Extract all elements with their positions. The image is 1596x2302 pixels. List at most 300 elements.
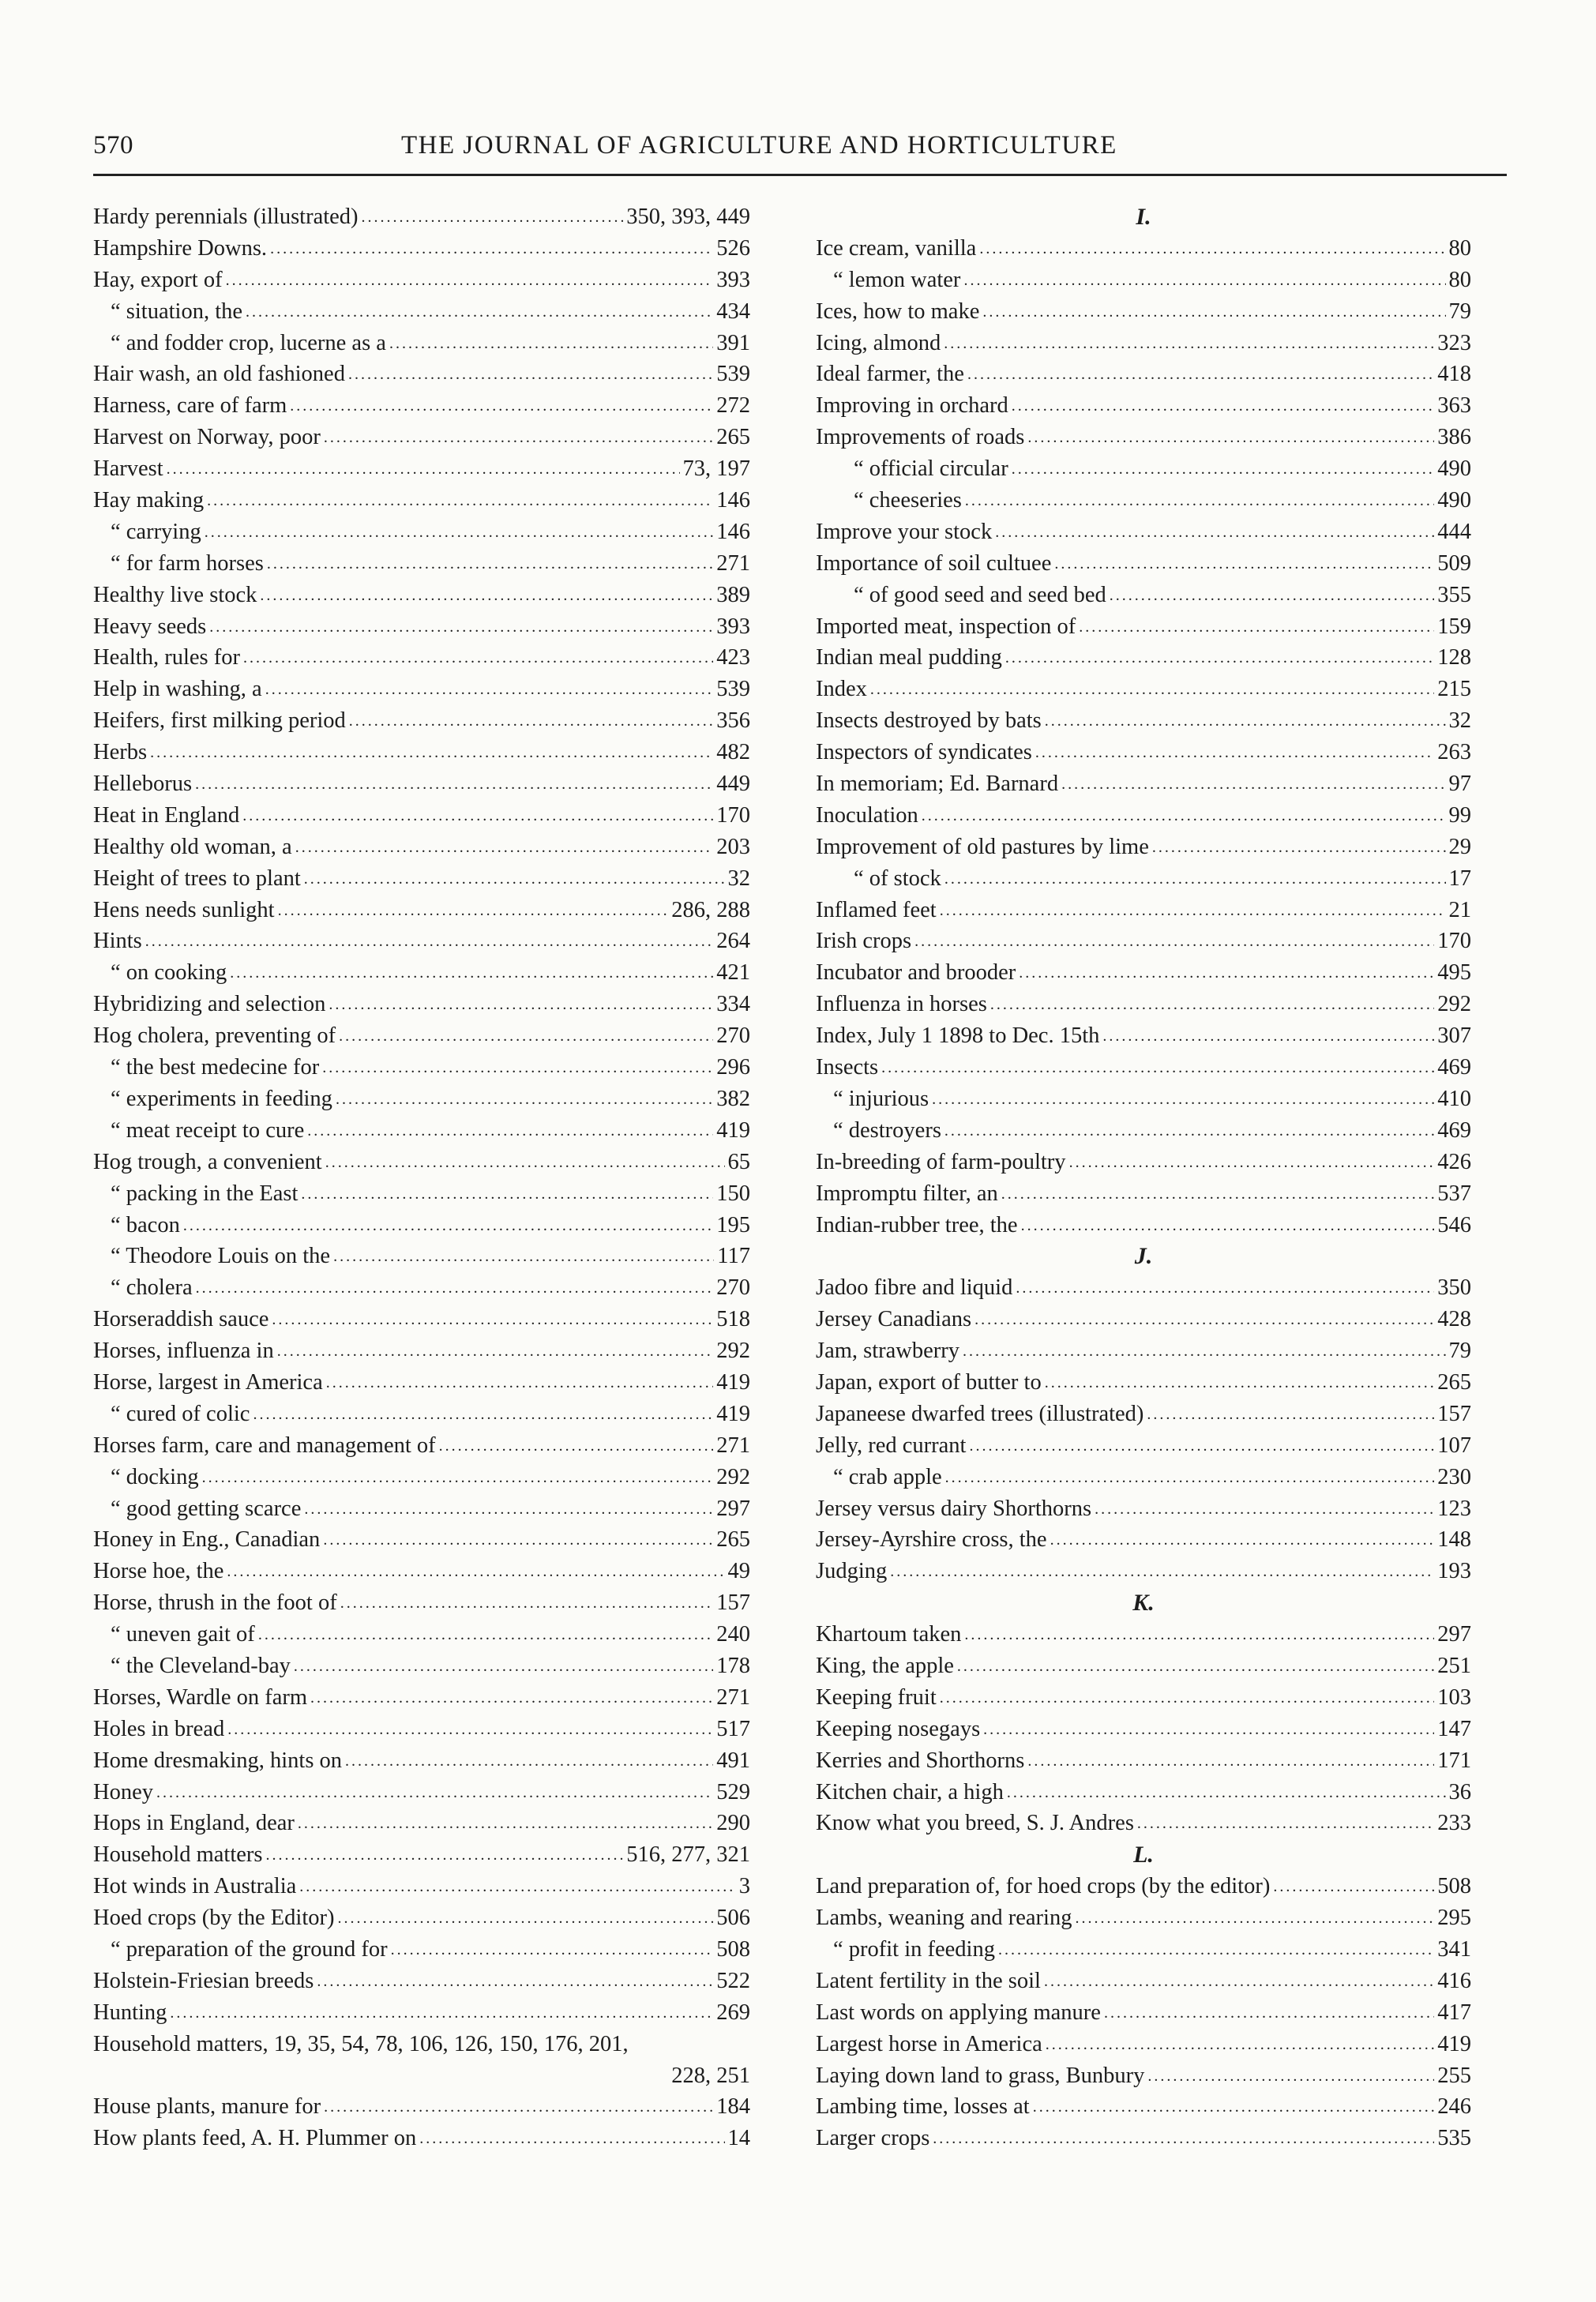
entry-text: “ crab apple bbox=[833, 1464, 942, 1489]
entry-text: “ lemon water bbox=[833, 267, 961, 292]
dot-leader bbox=[348, 357, 713, 389]
index-entry bbox=[93, 485, 750, 516]
page-ref: 272 bbox=[716, 393, 750, 419]
page-ref: 482 bbox=[716, 740, 750, 765]
dot-leader bbox=[266, 1838, 624, 1869]
dot-leader bbox=[196, 1271, 714, 1302]
page-ref: 251 bbox=[1437, 1653, 1471, 1678]
dot-leader bbox=[226, 263, 714, 295]
page-ref: 79 bbox=[1448, 1339, 1471, 1364]
page-ref: 491 bbox=[716, 1748, 750, 1773]
index-entry bbox=[93, 296, 750, 328]
index-entry bbox=[816, 895, 1471, 926]
dot-leader bbox=[167, 452, 680, 483]
index-entry bbox=[816, 768, 1471, 800]
page-ref: 449 bbox=[716, 772, 750, 797]
entry-text: Hampshire Downs. bbox=[93, 235, 268, 261]
page-ref: 79 bbox=[1448, 299, 1471, 324]
page-ref: 426 bbox=[1437, 1149, 1471, 1174]
index-entry bbox=[93, 989, 750, 1020]
entry-text: Inspectors of syndicates bbox=[816, 740, 1032, 765]
index-entry bbox=[93, 1052, 750, 1083]
page-ref: 539 bbox=[716, 362, 750, 387]
index-entry bbox=[816, 1556, 1471, 1587]
index-entry bbox=[93, 1210, 750, 1241]
page-ref: 410 bbox=[1437, 1086, 1471, 1111]
entry-text: Icing, almond bbox=[816, 330, 941, 355]
entry-text: Indian-rubber tree, the bbox=[816, 1212, 1018, 1237]
dot-leader bbox=[339, 1019, 713, 1050]
index-entry bbox=[93, 611, 750, 643]
dot-leader bbox=[1095, 1492, 1434, 1523]
dot-leader bbox=[964, 1617, 1434, 1649]
entry-text: “ destroyers bbox=[833, 1117, 941, 1143]
page-ref: 423 bbox=[716, 645, 750, 670]
entry-text: “ profit in feeding bbox=[833, 1936, 995, 1962]
index-entry bbox=[816, 1745, 1471, 1777]
index-entry bbox=[93, 390, 750, 422]
entry-text: Inoculation bbox=[816, 802, 918, 828]
page-ref: 21 bbox=[1448, 897, 1471, 922]
dot-leader bbox=[295, 830, 714, 862]
entry-text: “ and fodder crop, lucerne as a bbox=[111, 330, 386, 355]
page-ref: 270 bbox=[716, 1275, 750, 1301]
dot-leader bbox=[278, 893, 669, 925]
page-ref: 150 bbox=[716, 1181, 750, 1206]
index-entry bbox=[93, 832, 750, 863]
dot-leader bbox=[299, 1869, 735, 1901]
index-entry bbox=[93, 1619, 750, 1650]
dot-leader bbox=[202, 1460, 714, 1492]
dot-leader bbox=[963, 1334, 1445, 1365]
page-ref: 292 bbox=[1437, 992, 1471, 1017]
page-ref: 295 bbox=[1437, 1906, 1471, 1931]
page-ref: 49 bbox=[727, 1559, 750, 1584]
dot-leader bbox=[340, 1586, 714, 1617]
page-ref: 146 bbox=[716, 488, 750, 513]
page-ref: 535 bbox=[1437, 2126, 1471, 2151]
index-entry bbox=[93, 1871, 750, 1902]
page-ref: 14 bbox=[727, 2126, 750, 2151]
dot-leader bbox=[270, 231, 713, 263]
entry-text: Harvest bbox=[93, 456, 163, 482]
dot-leader bbox=[227, 1712, 713, 1744]
page-ref: 157 bbox=[1437, 1401, 1471, 1426]
index-entry bbox=[93, 1966, 750, 1997]
dot-leader bbox=[272, 1302, 713, 1334]
index-entry bbox=[93, 1745, 750, 1777]
page-ref: 123 bbox=[1437, 1496, 1471, 1521]
page-ref: 434 bbox=[716, 299, 750, 324]
dot-leader bbox=[1001, 1177, 1434, 1208]
page-ref: 495 bbox=[1437, 960, 1471, 986]
page-ref: 386 bbox=[1437, 425, 1471, 450]
page-ref: 490 bbox=[1437, 456, 1471, 482]
dot-leader bbox=[944, 862, 1446, 893]
page-ref: 506 bbox=[716, 1906, 750, 1931]
dot-leader bbox=[1061, 767, 1445, 798]
page-ref: 240 bbox=[716, 1622, 750, 1647]
index-entry bbox=[93, 201, 750, 233]
index-entry bbox=[816, 705, 1471, 737]
dot-leader bbox=[195, 767, 713, 798]
dot-leader bbox=[336, 1082, 713, 1113]
dot-leader bbox=[298, 1806, 713, 1838]
index-entry bbox=[816, 422, 1471, 453]
page-ref: 157 bbox=[716, 1590, 750, 1616]
entry-text: “ experiments in feeding bbox=[111, 1086, 332, 1111]
page-ref: 107 bbox=[1437, 1433, 1471, 1458]
entry-text: Hair wash, an old fashioned bbox=[93, 362, 345, 387]
index-entry bbox=[816, 2091, 1471, 2123]
dot-leader bbox=[205, 515, 714, 546]
index-entry bbox=[93, 1178, 750, 1210]
index-entry bbox=[93, 1682, 750, 1714]
dot-leader bbox=[326, 1365, 714, 1397]
page-ref: 393 bbox=[716, 267, 750, 292]
entry-text: Hens needs sunlight bbox=[93, 897, 275, 922]
index-entry bbox=[93, 926, 750, 957]
entry-text: House plants, manure for bbox=[93, 2094, 321, 2120]
page-ref: 355 bbox=[1437, 582, 1471, 607]
page-ref: 269 bbox=[716, 2000, 750, 2025]
dot-leader bbox=[349, 704, 713, 735]
entry-text: “ of good seed and seed bed bbox=[854, 582, 1106, 607]
page-ref: 271 bbox=[716, 1684, 750, 1710]
entry-text: “ packing in the East bbox=[111, 1181, 299, 1206]
index-entry bbox=[816, 2123, 1471, 2154]
page-ref: 36 bbox=[1448, 1779, 1471, 1804]
index-entry bbox=[816, 1934, 1471, 1966]
entry-text: “ cholera bbox=[111, 1275, 193, 1301]
entry-text: “ for farm horses bbox=[111, 550, 264, 576]
entry-text: Improve your stock bbox=[816, 519, 993, 544]
page-ref: 148 bbox=[1437, 1527, 1471, 1553]
dot-leader bbox=[209, 610, 713, 641]
entry-text: 228, 251 bbox=[671, 2063, 750, 2088]
page-ref: 265 bbox=[716, 425, 750, 450]
page-ref: 233 bbox=[1437, 1811, 1471, 1836]
page-ref: 334 bbox=[716, 992, 750, 1017]
dot-leader bbox=[1152, 830, 1446, 862]
page-ref: 508 bbox=[1437, 1874, 1471, 1899]
dot-leader bbox=[998, 1932, 1434, 1964]
entry-text: King, the apple bbox=[816, 1653, 954, 1678]
entry-text: Heat in England bbox=[93, 802, 240, 828]
dot-leader bbox=[362, 200, 624, 231]
index-entry bbox=[93, 2091, 750, 2123]
entry-text: Importance of soil cultuee bbox=[816, 550, 1052, 576]
entry-text: Hints bbox=[93, 929, 142, 954]
page-ref: 265 bbox=[1437, 1369, 1471, 1395]
dot-leader bbox=[333, 1239, 714, 1271]
index-entry bbox=[93, 2123, 750, 2154]
page-ref: 469 bbox=[1437, 1117, 1471, 1143]
index-entry bbox=[816, 1052, 1471, 1083]
page-ref: 490 bbox=[1437, 488, 1471, 513]
entry-text: Horseraddish sauce bbox=[93, 1307, 269, 1332]
dot-leader bbox=[317, 1964, 713, 1996]
page-ref: 517 bbox=[716, 1716, 750, 1741]
page-ref: 382 bbox=[716, 1086, 750, 1111]
page-ref: 193 bbox=[1437, 1559, 1471, 1584]
index-entry bbox=[93, 768, 750, 800]
dot-leader bbox=[150, 735, 713, 767]
index-entry bbox=[93, 1650, 750, 1682]
index-entry bbox=[816, 453, 1471, 485]
entry-text: “ bacon bbox=[111, 1212, 180, 1237]
section-letter: L. bbox=[1133, 1842, 1154, 1868]
page-ref: 128 bbox=[1437, 645, 1471, 670]
entry-text: Jam, strawberry bbox=[816, 1339, 960, 1364]
dot-leader bbox=[1273, 1869, 1434, 1901]
entry-text: Horses, Wardle on farm bbox=[93, 1684, 308, 1710]
page-ref: 32 bbox=[1448, 708, 1471, 734]
entry-text: Height of trees to plant bbox=[93, 866, 301, 891]
entry-text: Improvements of roads bbox=[816, 425, 1025, 450]
index-entry bbox=[816, 485, 1471, 516]
dot-leader bbox=[1110, 578, 1435, 610]
page-ref: 297 bbox=[716, 1496, 750, 1521]
dot-leader bbox=[1104, 1996, 1434, 2027]
entry-text: Heavy seeds bbox=[93, 614, 207, 639]
entry-text: Health, rules for bbox=[93, 645, 240, 670]
index-entry bbox=[816, 989, 1471, 1020]
dot-leader bbox=[1019, 956, 1434, 987]
page-ref: 17 bbox=[1448, 866, 1471, 891]
page-ref: 271 bbox=[716, 550, 750, 576]
dot-leader bbox=[979, 231, 1445, 263]
index-entry bbox=[93, 2029, 750, 2060]
index-entry bbox=[93, 1272, 750, 1304]
entry-text: Larger crops bbox=[816, 2126, 930, 2151]
index-entry bbox=[816, 926, 1471, 957]
entry-text: Kerries and Shorthorns bbox=[816, 1748, 1025, 1773]
dot-leader bbox=[967, 357, 1434, 389]
dot-leader bbox=[957, 1649, 1434, 1680]
dot-leader bbox=[310, 1680, 713, 1712]
entry-text: Know what you breed, S. J. Andres bbox=[816, 1811, 1134, 1836]
index-entry bbox=[816, 233, 1471, 265]
index-entry bbox=[93, 863, 750, 895]
index-entry bbox=[816, 390, 1471, 422]
entry-text: Hoed crops (by the Editor) bbox=[93, 1906, 335, 1931]
dot-leader bbox=[881, 1050, 1434, 1082]
entry-text: “ cheeseries bbox=[854, 488, 962, 513]
entry-text: Largest horse in America bbox=[816, 2031, 1042, 2056]
page-header bbox=[93, 126, 1515, 166]
entry-text: Ideal farmer, the bbox=[816, 362, 964, 387]
index-entry bbox=[816, 1524, 1471, 1556]
dot-leader bbox=[914, 924, 1434, 956]
index-entry bbox=[816, 580, 1471, 611]
entry-text: Hay, export of bbox=[93, 267, 223, 292]
entry-text: Holstein-Friesian breeds bbox=[93, 1968, 314, 1993]
page-ref: 419 bbox=[716, 1369, 750, 1395]
page-ref: 444 bbox=[1437, 519, 1471, 544]
index-entry bbox=[816, 1966, 1471, 1997]
dot-leader bbox=[325, 1145, 725, 1177]
dot-leader bbox=[1069, 1145, 1435, 1177]
dot-leader bbox=[1016, 1271, 1434, 1302]
entry-text: “ preparation of the ground for bbox=[111, 1936, 388, 1962]
index-entry bbox=[93, 800, 750, 832]
page-ref: 356 bbox=[716, 708, 750, 734]
page-ref: 529 bbox=[716, 1779, 750, 1804]
index-entry bbox=[93, 1902, 750, 1934]
index-entry bbox=[816, 1650, 1471, 1682]
page-ref: 195 bbox=[716, 1212, 750, 1237]
page-ref: 341 bbox=[1437, 1936, 1471, 1962]
dot-leader bbox=[307, 1113, 713, 1145]
dot-leader bbox=[922, 798, 1446, 830]
dot-leader bbox=[870, 672, 1434, 704]
index-entry bbox=[816, 1399, 1471, 1430]
index-entry bbox=[93, 1335, 750, 1367]
index-entry bbox=[816, 1304, 1471, 1335]
index-entry bbox=[816, 1871, 1471, 1902]
page-ref: 417 bbox=[1437, 2000, 1471, 2025]
entry-text: “ the best medecine for bbox=[111, 1055, 320, 1080]
entry-text: Honey in Eng., Canadian bbox=[93, 1527, 321, 1553]
entry-text: “ uneven gait of bbox=[111, 1622, 255, 1647]
entry-text: Insects bbox=[816, 1055, 879, 1080]
entry-text: Holes in bread bbox=[93, 1716, 225, 1741]
entry-text: “ official circular bbox=[854, 456, 1008, 482]
page-ref: 73, 197 bbox=[682, 456, 750, 482]
index-entry bbox=[816, 359, 1471, 390]
entry-text: Home dresmaking, hints on bbox=[93, 1748, 343, 1773]
page-number: 570 bbox=[93, 131, 133, 160]
index-entry bbox=[816, 1147, 1471, 1178]
entry-text: “ good getting scarce bbox=[111, 1496, 302, 1521]
entry-text: Keeping fruit bbox=[816, 1684, 937, 1710]
dot-leader bbox=[1045, 1365, 1435, 1397]
index-entry bbox=[93, 674, 750, 705]
page-ref: 292 bbox=[716, 1339, 750, 1364]
index-entry bbox=[93, 1430, 750, 1462]
index-entry bbox=[816, 1335, 1471, 1367]
dot-leader bbox=[1045, 704, 1446, 735]
dot-leader bbox=[995, 515, 1434, 546]
dot-leader bbox=[932, 1082, 1434, 1113]
dot-leader bbox=[304, 1492, 713, 1523]
entry-text: “ the Cleveland-bay bbox=[111, 1653, 291, 1678]
page-ref: 522 bbox=[716, 1968, 750, 1993]
dot-leader bbox=[183, 1208, 713, 1240]
page-ref: 263 bbox=[1437, 740, 1471, 765]
index-entry bbox=[93, 1808, 750, 1839]
index-entry bbox=[816, 1178, 1471, 1210]
index-column-right bbox=[816, 201, 1471, 2154]
entry-text: Index bbox=[816, 677, 867, 702]
dot-leader bbox=[243, 640, 713, 672]
index-entry bbox=[93, 1714, 750, 1745]
section-letter: K. bbox=[1132, 1590, 1155, 1617]
page-ref: 255 bbox=[1437, 2063, 1471, 2088]
entry-text: In memoriam; Ed. Barnard bbox=[816, 772, 1059, 797]
entry-text: Japaneese dwarfed trees (illustrated) bbox=[816, 1401, 1144, 1426]
dot-leader bbox=[290, 389, 713, 420]
index-entry bbox=[93, 1493, 750, 1525]
entry-text: Index, July 1 1898 to Dec. 15th bbox=[816, 1023, 1100, 1049]
index-entry bbox=[93, 1524, 750, 1556]
index-entry bbox=[93, 642, 750, 674]
dot-leader bbox=[260, 578, 713, 610]
entry-text: Hardy perennials (illustrated) bbox=[93, 205, 359, 229]
page-ref: 418 bbox=[1437, 362, 1471, 387]
page-ref: 203 bbox=[716, 834, 750, 859]
dot-leader bbox=[944, 326, 1434, 358]
entry-text: Honey bbox=[93, 1779, 153, 1804]
page-ref: 516, 277, 321 bbox=[626, 1842, 750, 1868]
entry-text: Horses farm, care and management of bbox=[93, 1433, 436, 1458]
entry-text: Imported meat, inspection of bbox=[816, 614, 1076, 639]
dot-leader bbox=[391, 1932, 714, 1964]
page-ref: 389 bbox=[716, 582, 750, 607]
dot-leader bbox=[253, 1397, 713, 1429]
entry-text: Hay making bbox=[93, 488, 205, 513]
page-ref: 419 bbox=[716, 1401, 750, 1426]
header-rule bbox=[93, 174, 1507, 176]
dot-leader bbox=[933, 2121, 1434, 2153]
page-ref: 215 bbox=[1437, 677, 1471, 702]
entry-text: Insects destroyed by bats bbox=[816, 708, 1042, 734]
page-ref: 32 bbox=[727, 866, 750, 891]
entry-text: Household matters, 19, 35, 54, 78, 106, 126, 150, 176, 201, bbox=[93, 2031, 629, 2056]
page-ref: 178 bbox=[716, 1653, 750, 1678]
dot-leader bbox=[338, 1901, 714, 1932]
dot-leader bbox=[963, 263, 1445, 295]
entry-text: Horses, influenza in bbox=[93, 1339, 274, 1364]
index-entry bbox=[93, 1777, 750, 1808]
index-entry bbox=[93, 737, 750, 768]
page-ref: 469 bbox=[1437, 1055, 1471, 1080]
dot-leader bbox=[345, 1744, 713, 1775]
index-entry bbox=[816, 2029, 1471, 2060]
entry-text: Irish crops bbox=[816, 929, 912, 954]
dot-leader bbox=[294, 1649, 713, 1680]
index-entry bbox=[816, 1714, 1471, 1745]
page-ref: 419 bbox=[1437, 2031, 1471, 2056]
entry-text: Horse hoe, the bbox=[93, 1559, 224, 1584]
journal-title: THE JOURNAL OF AGRICULTURE AND HORTICULTURE bbox=[401, 131, 1117, 160]
dot-leader bbox=[1012, 452, 1435, 483]
page-ref: 97 bbox=[1448, 772, 1471, 797]
entry-text: Jadoo fibre and liquid bbox=[816, 1275, 1013, 1301]
index-entry bbox=[816, 1619, 1471, 1650]
dot-leader bbox=[945, 1460, 1435, 1492]
page-ref: 526 bbox=[716, 235, 750, 261]
dot-leader bbox=[389, 326, 713, 358]
entry-text: Hunting bbox=[93, 2000, 167, 2025]
index-entry bbox=[816, 2060, 1471, 2092]
index-entry bbox=[93, 516, 750, 548]
entry-text: Healthy old woman, a bbox=[93, 834, 292, 859]
page-ref: 297 bbox=[1437, 1622, 1471, 1647]
index-entry bbox=[93, 1304, 750, 1335]
index-entry bbox=[816, 737, 1471, 768]
entry-text: Land preparation of, for hoed crops (by the editor) bbox=[816, 1874, 1271, 1899]
page-ref: 170 bbox=[1437, 929, 1471, 954]
entry-text: Japan, export of butter to bbox=[816, 1369, 1042, 1395]
page-ref: 546 bbox=[1437, 1212, 1471, 1237]
entry-text: Harvest on Norway, poor bbox=[93, 425, 321, 450]
index-entry bbox=[93, 548, 750, 580]
entry-text: Improving in orchard bbox=[816, 393, 1008, 419]
entry-text: Herbs bbox=[93, 740, 148, 765]
index-entry bbox=[93, 1367, 750, 1399]
